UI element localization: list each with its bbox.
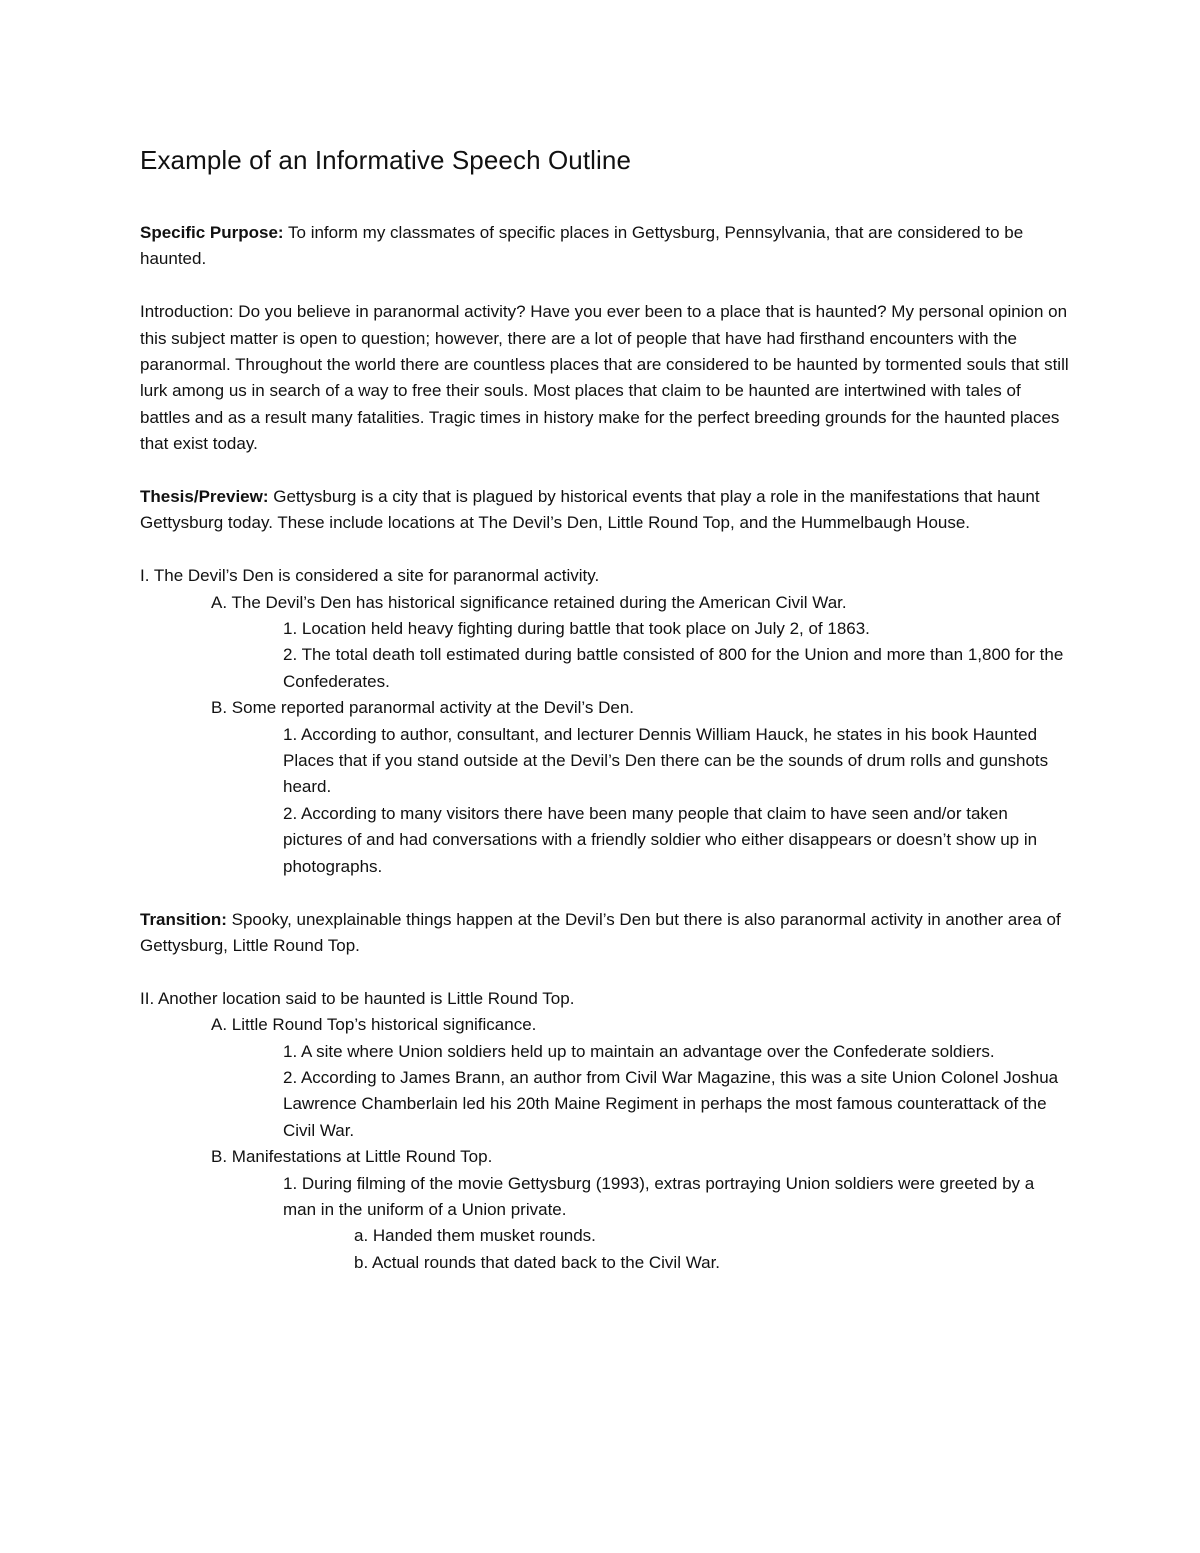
introduction-label: Introduction: [140, 302, 234, 322]
thesis-label: Thesis/Preview: [140, 487, 269, 507]
outline-section-1 [140, 563, 1070, 880]
outline-item-1b1: 1. According to author, consultant, and lecturer Dennis William Hauck, he states in his book Haunted Places that if you stand outside at the Devil’s Den there can be the sounds of drum rolls and gunshots heard. [283, 724, 1049, 797]
outline-item-1b2: 2. According to many visitors there have been many people that claim to have seen and/or taken pictures of and had conversations with a friendly soldier who either disappears or doesn’t show up in photographs. [283, 803, 1038, 876]
thesis-text: Gettysburg is a city that is plagued by historical events that play a role in the manifestations that haunt Gettysburg today. These include locations at The Devil’s Den, Little Round Top, and the Hummelbaugh House. [140, 487, 1040, 533]
introduction-paragraph [140, 299, 1070, 457]
outline-subpoint-2a: A. Little Round Top’s historical significance. [211, 1015, 537, 1035]
document-body [140, 142, 1070, 1276]
outline-item-2b1: 1. During filming of the movie Gettysburg (1993), extras portraying Union soldiers were greeted by a man in the uniform of a Union private. [283, 1173, 1035, 1219]
outline-item-1a2: 2. The total death toll estimated during battle consisted of 800 for the Union and more than 1,800 for the Confederates. [283, 645, 1064, 691]
outline-section-2 [140, 986, 1070, 1276]
outline-main-point-2: II. Another location said to be haunted is Little Round Top. [140, 988, 575, 1008]
transition-label: Transition: [140, 909, 227, 929]
introduction-text: Do you believe in paranormal activity? Have you ever been to a place that is haunted? My personal opinion on this subject matter is open to question; however, there are a lot of people that have had firsthand encounters with the paranormal. Throughout the world there are countless places that are considered to be haunted by tormented souls that still lurk among us in search of a way to free their souls. Most places that claim to be haunted are intertwined with tales of battles and as a result many fatalities. Tragic times in history make for the perfect breeding grounds for the haunted places that exist today. [140, 302, 1069, 454]
outline-main-point-1: I. The Devil’s Den is considered a site for paranormal activity. [140, 566, 600, 586]
specific-purpose-text: To inform my classmates of specific places in Gettysburg, Pennsylvania, that are considered to be haunted. [140, 223, 1024, 269]
specific-purpose-paragraph [140, 220, 1070, 273]
transition-paragraph [140, 907, 1070, 960]
outline-item-1a1: 1. Location held heavy fighting during battle that took place on July 2, of 1863. [283, 619, 870, 639]
outline-item-2a1: 1. A site where Union soldiers held up to maintain an advantage over the Confederate soldiers. [283, 1041, 995, 1061]
spacer [140, 880, 1070, 906]
outline-item-2a2: 2. According to James Brann, an author from Civil War Magazine, this was a site Union Colonel Joshua Lawrence Chamberlain led his 20th Maine Regiment in perhaps the most famous counterattack of the Civil War. [283, 1067, 1059, 1140]
outline-item-2b1b: b. Actual rounds that dated back to the Civil War. [354, 1252, 721, 1272]
outline-subpoint-2b: B. Manifestations at Little Round Top. [211, 1147, 493, 1167]
outline-item-2b1a: a. Handed them musket rounds. [354, 1226, 596, 1246]
outline-subpoint-1a: A. The Devil’s Den has historical significance retained during the American Civil War. [211, 592, 847, 612]
thesis-paragraph [140, 484, 1070, 537]
outline-subpoint-1b: B. Some reported paranormal activity at the Devil’s Den. [211, 698, 634, 718]
document-title: Example of an Informative Speech Outline [140, 145, 632, 175]
specific-purpose-label: Specific Purpose: [140, 223, 284, 242]
transition-text: Spooky, unexplainable things happen at the Devil’s Den but there is also paranormal activity in another area of Gettysburg, Little Round Top. [140, 909, 1061, 955]
